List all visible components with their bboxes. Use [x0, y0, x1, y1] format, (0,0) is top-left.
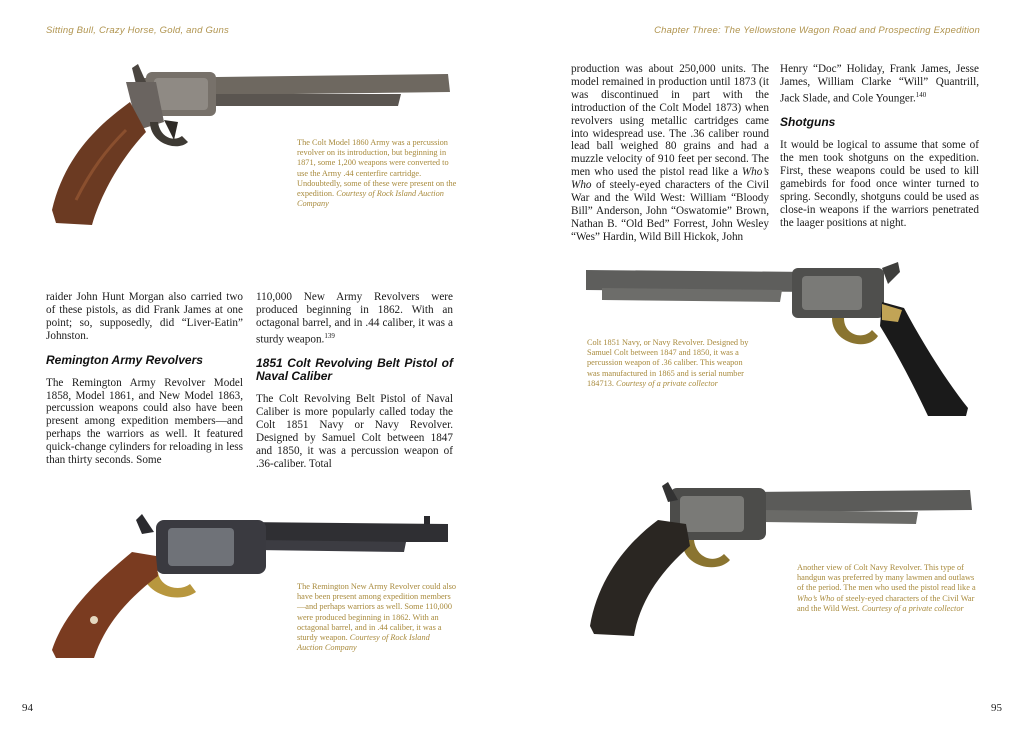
right-page	[512, 0, 1024, 731]
paragraph: 110,000 New Army Revolvers were produced beginning in 1862. With an octagonal barrel, and in .44 caliber, it was a sturdy weapon.$^{139}$	[256, 291, 453, 346]
paragraph: Henry “Doc” Holiday, Frank James, Jesse James, William Clarke “Will” Quantrill, Jack Slade, and Cole Younger.$^{140}$	[780, 63, 979, 105]
caption-colt-navy-angle: Another view of Colt Navy Revolver. This type of handgun was preferred by many lawmen and outlaws of the period. The men who used the pistol read like a Who’s Who of steely-eyed characters of the Civil War and the Wild West. Courtesy of a private collector	[797, 563, 976, 613]
right-column-1	[571, 63, 769, 255]
paragraph: The Remington Army Revolver Model 1858, Model 1861, and New Model 1863, percussion weapons could also have been present among expedition members—and perhaps the warriors as well. It featured quick-change cylinders for reloading in less than thirty seconds. Some	[46, 376, 243, 467]
endnote-ref: 139	[324, 331, 335, 340]
left-column-1	[46, 291, 243, 478]
running-head-right: Chapter Three: The Yellowstone Wagon Road and Prospecting Expedition	[654, 25, 980, 36]
running-head-left: Sitting Bull, Crazy Horse, Gold, and Guns	[46, 25, 229, 36]
caption-colt-1851-navy: Colt 1851 Navy, or Navy Revolver. Designed by Samuel Colt between 1847 and 1850, it was a percussion weapon of .36 caliber. This weapon was manufactured in 1865 and is serial number 184713. Courtesy of a private collector	[587, 338, 749, 388]
colt-1851-navy-angle-photo	[578, 482, 974, 642]
endnote-ref: 140	[915, 90, 927, 99]
page-number-left: 94	[22, 702, 33, 714]
page-number-right: 95	[991, 702, 1002, 714]
right-column-2	[780, 63, 979, 241]
section-heading-colt-1851: 1851 Colt Revolving Belt Pistol of Naval Caliber	[256, 356, 453, 384]
paragraph: The Colt Revolving Belt Pistol of Naval Caliber is more popularly called today the Colt 1851 Navy or Navy Revolver. Designed by Samuel Colt between 1847 and 1850, it was a percussion weapon of .36-caliber. Total	[256, 393, 453, 470]
paragraph: It would be logical to assume that some of the men took shotguns on the expedition. First, these weapons could be used to kill gamebirds for food once winter turned to spring. Secondly, shotguns could be used as close-in weapons if the warriors penetrated the laager positions at night.	[780, 139, 979, 229]
section-heading-remington: Remington Army Revolvers	[46, 352, 203, 367]
section-heading-shotguns: Shotguns	[780, 115, 836, 130]
paragraph: raider John Hunt Morgan also carried two of these pistols, as did Frank James at one point; so, supposedly, did “Liver-Eatin” Johnston.	[46, 291, 243, 342]
left-column-2	[256, 291, 453, 482]
caption-remington: The Remington New Army Revolver could also have been present among expedition members—and perhaps warriors as well. Some 110,000 were produced beginning in 1862. With an octagonal barrel, and in .44 caliber, it was a sturdy weapon. Courtesy of Rock Island Auction Company	[297, 582, 456, 653]
caption-colt-1860: The Colt Model 1860 Army was a percussion revolver on its introduction, but beginning in 1871, some 1,200 weapons were converted to use the Army .44 centerfire cartridge. Undoubtedly, some of these were present on the expedition. Courtesy of Rock Island Auction Company	[297, 138, 457, 209]
paragraph: production was about 250,000 units. The model remained in production until 1873 (it was discontinued in part with the introduction of the Colt Model 1873) when revolvers using metallic cartridges came into widespread use. The .36 caliber round lead ball weighed 80 grains and had a muzzle velocity of 910 feet per second. The men who used the pistol read like a Who’s Who of steely-eyed characters of the Civil War and the Wild West: William “Bloody Bill” Anderson, John “Oswatomie” Brown, Nathan B. “Old Bed” Forrest, John Wesley “Wes” Hardin, Wild Bill Hickok, John	[571, 63, 770, 243]
